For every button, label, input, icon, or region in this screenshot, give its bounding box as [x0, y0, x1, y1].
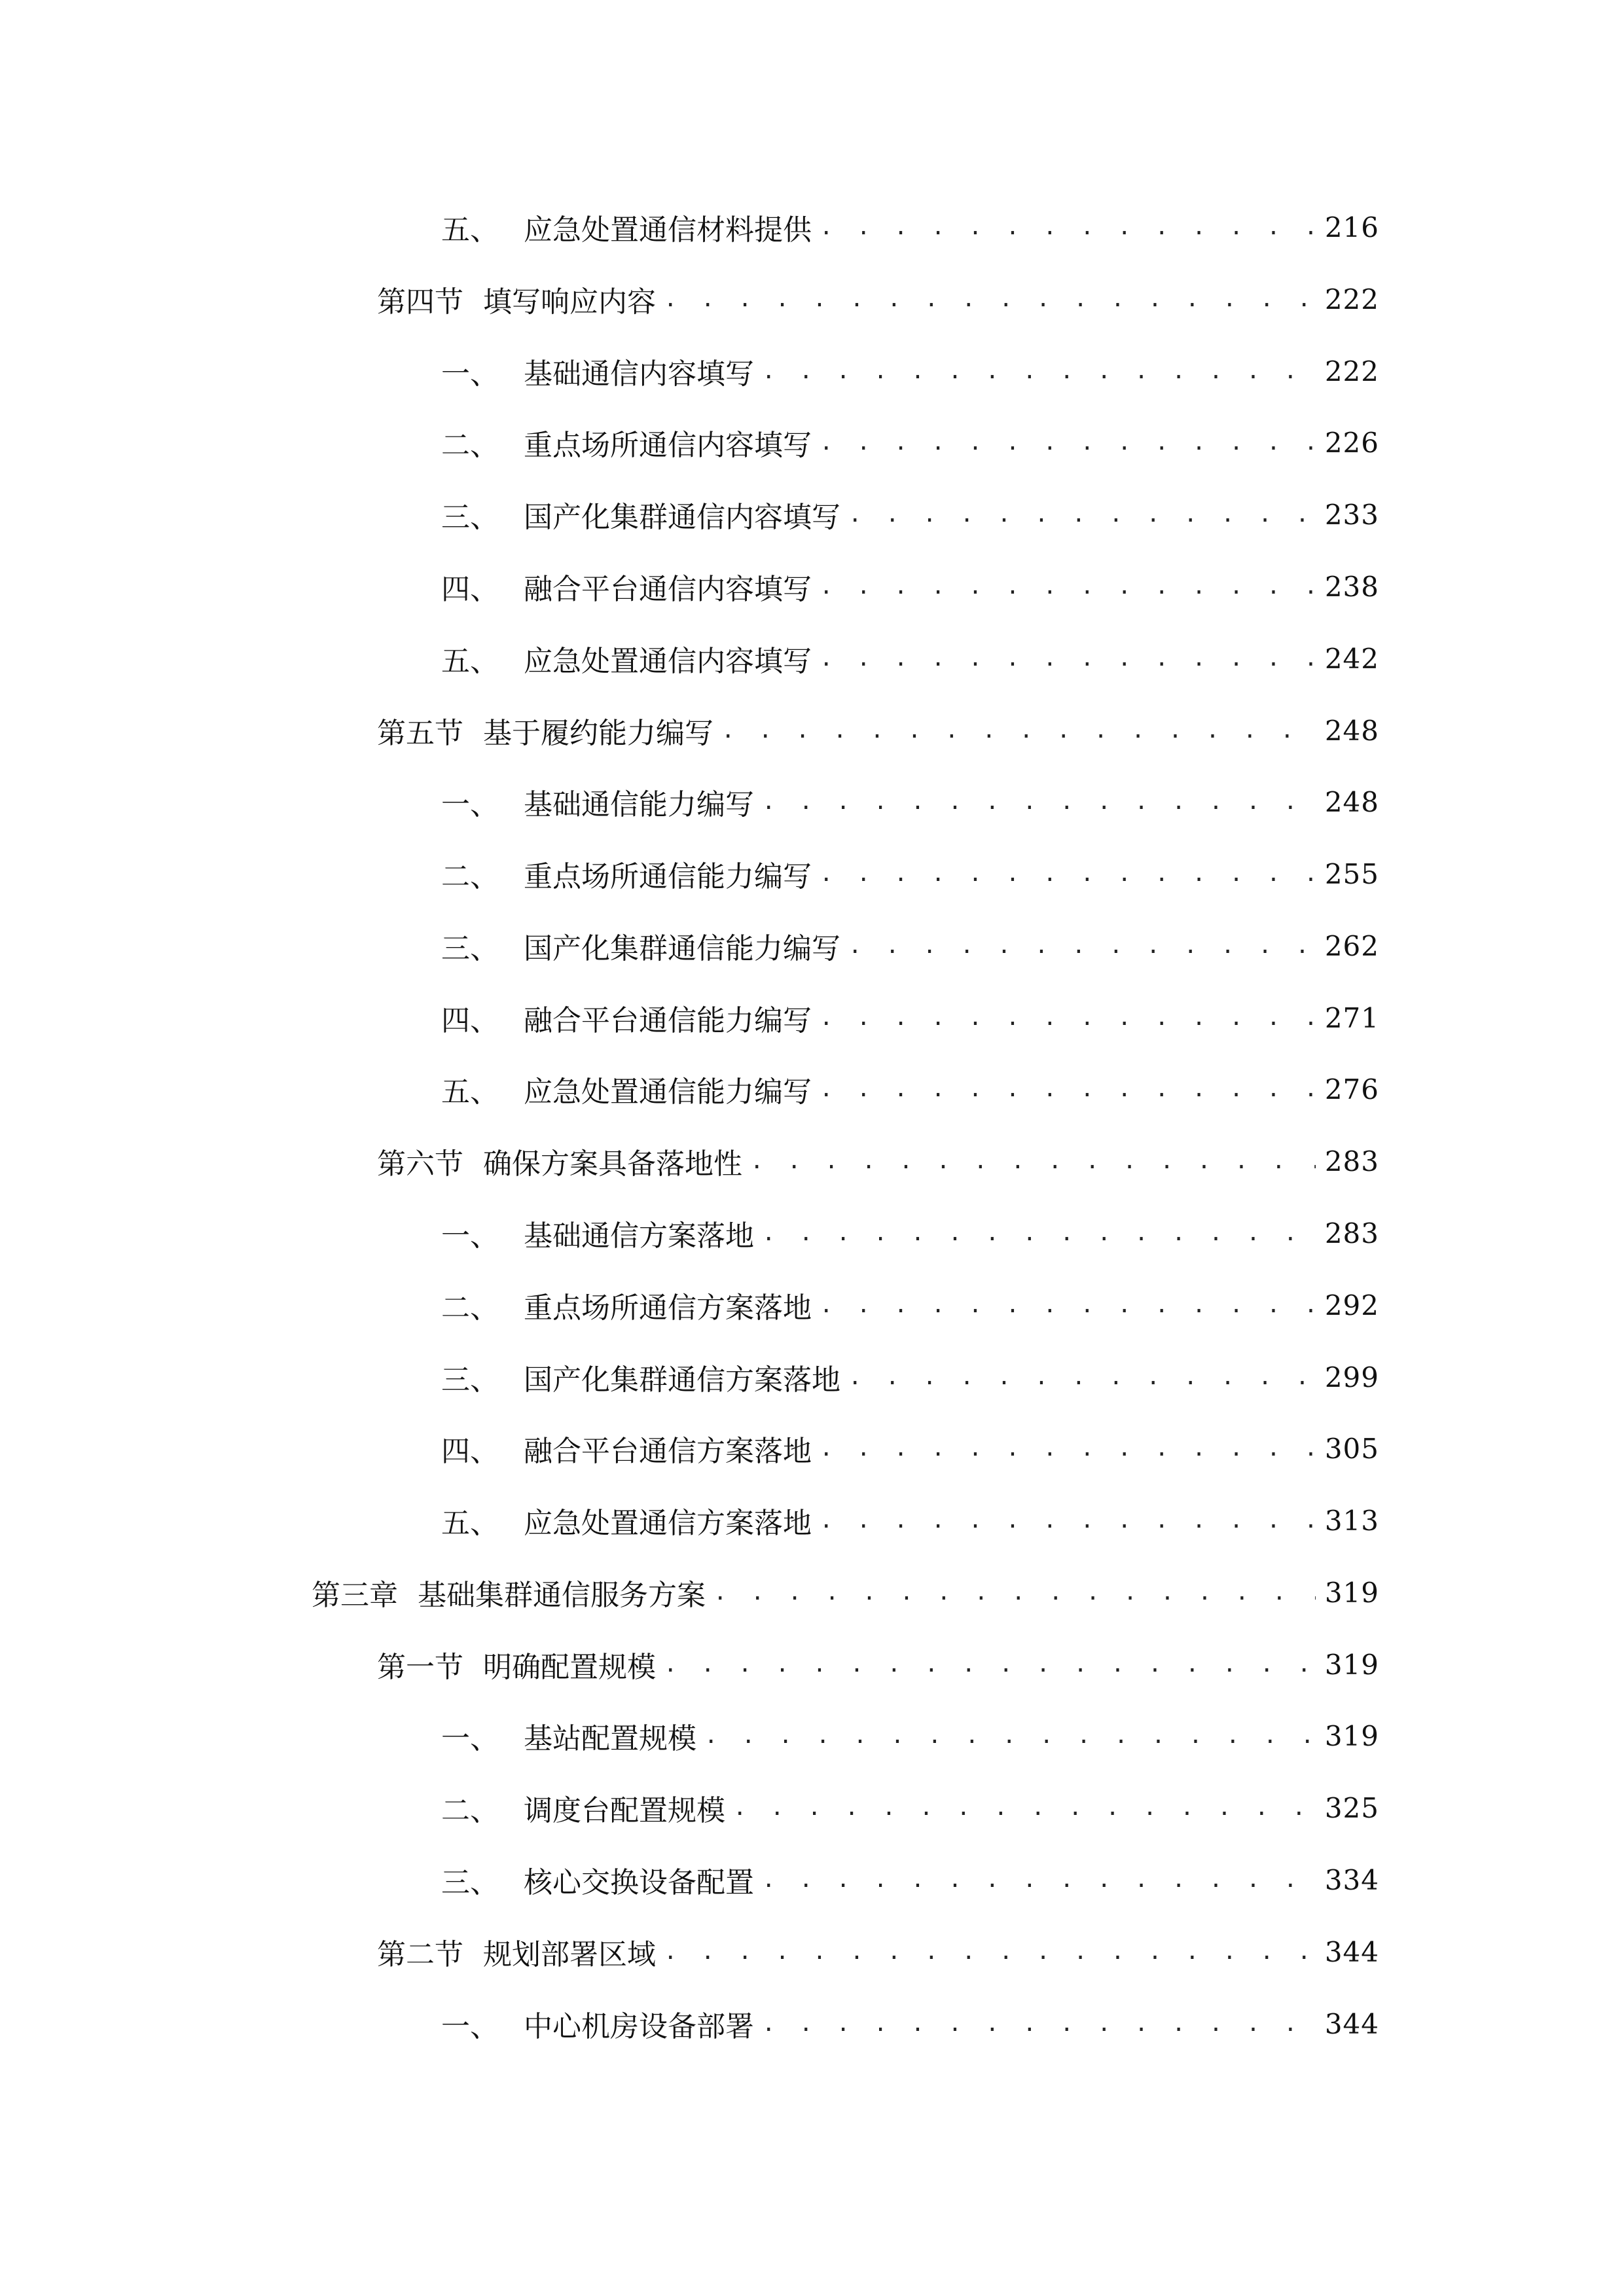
toc-entry-number: 二、 [441, 1291, 499, 1325]
toc-entry-number: 二、 [441, 860, 499, 893]
toc-entry-number: 第一节 [377, 1651, 463, 1684]
toc-entry-title: 融合平台通信方案落地 [524, 1435, 812, 1468]
toc-dot-leader [820, 851, 1316, 897]
toc-entry-page: 233 [1324, 498, 1379, 531]
toc-entry-number: 第二节 [377, 1938, 463, 1971]
toc-entry-page: 262 [1324, 929, 1379, 962]
toc-entry-title: 国产化集群通信方案落地 [524, 1363, 840, 1397]
toc-dot-leader [762, 348, 1316, 394]
toc-entry-number: 三、 [441, 501, 499, 534]
toc-entry[interactable] [377, 1929, 1379, 1975]
toc-entry-title: 规划部署区域 [483, 1938, 656, 1971]
toc-entry[interactable] [312, 1570, 1379, 1615]
toc-entry-title: 基站配置规模 [524, 1722, 696, 1755]
toc-dot-leader [848, 923, 1316, 969]
toc-entry-page: 271 [1324, 1001, 1379, 1034]
toc-entry-title: 重点场所通信内容填写 [524, 429, 812, 462]
toc-entry-number: 第五节 [377, 717, 463, 750]
toc-dot-leader [762, 779, 1316, 825]
toc-entry-number: 二、 [441, 1794, 499, 1827]
toc-entry[interactable] [441, 1282, 1379, 1328]
toc-dot-leader [820, 995, 1316, 1041]
toc-entry[interactable] [441, 1354, 1379, 1400]
toc-entry-number: 三、 [441, 1866, 499, 1899]
toc-entry-page: 216 [1324, 211, 1379, 243]
toc-entry[interactable] [441, 1426, 1379, 1471]
toc-entry-title: 基础集群通信服务方案 [418, 1579, 706, 1612]
toc-entry-page: 222 [1324, 355, 1379, 387]
toc-entry-page: 319 [1324, 1576, 1379, 1609]
toc-entry-title: 应急处置通信材料提供 [524, 213, 812, 247]
toc-entry-number: 五、 [441, 1075, 499, 1109]
toc-entry-page: 313 [1324, 1504, 1379, 1537]
toc-entry-number: 一、 [441, 788, 499, 821]
toc-entry-number: 第三章 [312, 1579, 398, 1612]
toc-dot-leader [750, 1138, 1316, 1184]
toc-dot-leader [721, 708, 1316, 753]
toc-dot-leader [820, 636, 1316, 681]
toc-entry[interactable] [377, 1641, 1379, 1687]
toc-entry-page: 242 [1324, 642, 1379, 675]
toc-entry-number: 三、 [441, 1363, 499, 1397]
toc-entry-page: 319 [1324, 1719, 1379, 1752]
toc-entry-title: 基础通信内容填写 [524, 357, 754, 391]
toc-entry-number: 一、 [441, 1219, 499, 1253]
toc-entry[interactable] [441, 564, 1379, 609]
toc-entry-title: 核心交换设备配置 [524, 1866, 754, 1899]
toc-dot-leader [820, 564, 1316, 609]
toc-entry[interactable] [441, 1210, 1379, 1256]
toc-entry-title: 应急处置通信方案落地 [524, 1507, 812, 1540]
toc-dot-leader [820, 1066, 1316, 1112]
toc-dot-leader [713, 1570, 1316, 1615]
toc-entry[interactable] [441, 204, 1379, 250]
toc-dot-leader [664, 1641, 1316, 1687]
toc-entry-title: 明确配置规模 [483, 1651, 656, 1684]
toc-entry-number: 四、 [441, 1004, 499, 1037]
toc-dot-leader [664, 276, 1316, 322]
toc-entry-title: 调度台配置规模 [524, 1794, 725, 1827]
toc-entry[interactable] [441, 636, 1379, 681]
toc-entry-number: 三、 [441, 932, 499, 965]
toc-entry[interactable] [441, 1713, 1379, 1759]
toc-entry[interactable] [441, 420, 1379, 465]
toc-entry-page: 334 [1324, 1863, 1379, 1896]
toc-entry[interactable] [441, 1498, 1379, 1543]
toc-entry-title: 国产化集群通信能力编写 [524, 932, 840, 965]
toc-entry-page: 292 [1324, 1289, 1379, 1321]
toc-entry[interactable] [441, 1785, 1379, 1831]
toc-entry-page: 248 [1324, 785, 1379, 818]
toc-entry-number: 一、 [441, 1722, 499, 1755]
toc-entry-page: 226 [1324, 426, 1379, 459]
toc-entry-page: 238 [1324, 570, 1379, 603]
toc-entry-page: 248 [1324, 714, 1379, 747]
toc-dot-leader [848, 1354, 1316, 1400]
toc-entry-title: 国产化集群通信内容填写 [524, 501, 840, 534]
toc-entry[interactable] [441, 1066, 1379, 1112]
toc-entry-page: 283 [1324, 1145, 1379, 1177]
toc-entry-title: 填写响应内容 [483, 285, 656, 319]
toc-entry-title: 融合平台通信内容填写 [524, 573, 812, 606]
toc-entry-number: 一、 [441, 357, 499, 391]
toc-entry-number: 四、 [441, 1435, 499, 1468]
toc-entry[interactable] [377, 1138, 1379, 1184]
toc-entry-page: 325 [1324, 1791, 1379, 1824]
toc-entry-number: 二、 [441, 429, 499, 462]
toc-entry[interactable] [377, 276, 1379, 322]
toc-dot-leader [820, 1426, 1316, 1471]
toc-entry[interactable] [441, 2001, 1379, 2047]
toc-dot-leader [704, 1713, 1316, 1759]
toc-entry-page: 305 [1324, 1432, 1379, 1465]
toc-entry-page: 319 [1324, 1648, 1379, 1681]
toc-entry-number: 第六节 [377, 1147, 463, 1181]
toc-dot-leader [848, 492, 1316, 537]
toc-entry[interactable] [441, 923, 1379, 969]
toc-dot-leader [820, 420, 1316, 465]
toc-entry-title: 中心机房设备部署 [524, 2010, 754, 2043]
toc-entry-title: 基于履约能力编写 [483, 717, 713, 750]
toc-entry[interactable] [441, 851, 1379, 897]
toc-entry-number: 一、 [441, 2010, 499, 2043]
toc-entry[interactable] [441, 779, 1379, 825]
toc-dot-leader [762, 2001, 1316, 2047]
toc-entry-number: 第四节 [377, 285, 463, 319]
toc-entry[interactable] [441, 1857, 1379, 1903]
toc-dot-leader [820, 1498, 1316, 1543]
toc-dot-leader [762, 1857, 1316, 1903]
toc-entry-title: 基础通信能力编写 [524, 788, 754, 821]
toc-entry-title: 重点场所通信能力编写 [524, 860, 812, 893]
toc-entry-title: 应急处置通信能力编写 [524, 1075, 812, 1109]
toc-entry-title: 应急处置通信内容填写 [524, 645, 812, 678]
toc-entry-title: 基础通信方案落地 [524, 1219, 754, 1253]
toc-dot-leader [733, 1785, 1316, 1831]
toc-entry-page: 344 [1324, 2007, 1379, 2040]
toc-entry-title: 重点场所通信方案落地 [524, 1291, 812, 1325]
toc-entry-page: 344 [1324, 1935, 1379, 1968]
toc-entry-number: 五、 [441, 213, 499, 247]
toc-dot-leader [664, 1929, 1316, 1975]
toc-entry-page: 276 [1324, 1073, 1379, 1105]
toc-entry-page: 255 [1324, 857, 1379, 890]
toc-entry-page: 299 [1324, 1361, 1379, 1393]
toc-entry-number: 五、 [441, 645, 499, 678]
toc-entry[interactable] [441, 995, 1379, 1041]
toc-dot-leader [820, 1282, 1316, 1328]
toc-entry-number: 四、 [441, 573, 499, 606]
toc-entry-title: 确保方案具备落地性 [483, 1147, 742, 1181]
toc-entry[interactable] [441, 492, 1379, 537]
toc-entry-page: 283 [1324, 1217, 1379, 1249]
toc-dot-leader [762, 1210, 1316, 1256]
toc-entry-number: 五、 [441, 1507, 499, 1540]
toc-entry[interactable] [377, 708, 1379, 753]
toc-entry-page: 222 [1324, 283, 1379, 315]
toc-entry-title: 融合平台通信能力编写 [524, 1004, 812, 1037]
toc-entry[interactable] [441, 348, 1379, 394]
toc-dot-leader [820, 204, 1316, 250]
